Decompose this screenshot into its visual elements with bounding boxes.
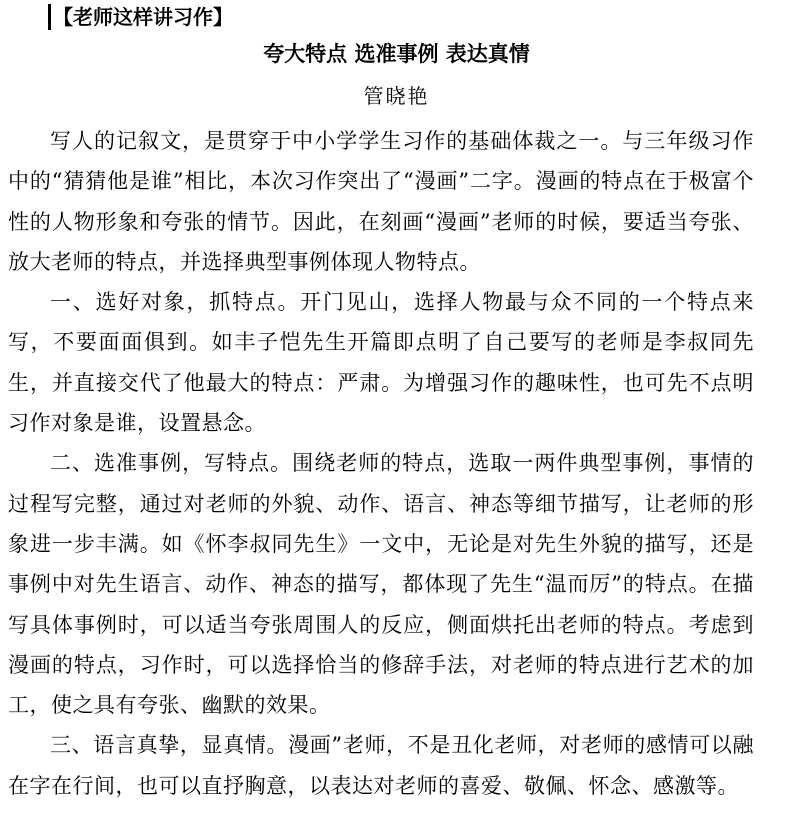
point-one-paragraph: 一、选好对象，抓特点。开门见山，选择人物最与众不同的一个特点来写，不要面面俱到。如丰子恺先生开篇即点明了自己要写的老师是李叔同先生，并直接交代了他最大的特点：严肃。为增强习作的趣味性，也可先不点明习作对象是谁，设置悬念。 [8,290,754,436]
point-three-paragraph: 三、语言真挚，显真情。漫画”老师，不是丑化老师，对老师的感情可以融在字在行间，也可以直抒胸意，以表达对老师的喜爱、敬佩、怀念、感激等。 [8,733,754,798]
section-tag: 【老师这样讲习作】 [48,4,233,30]
article-title: 夸大特点 选准事例 表达真情 [263,42,530,66]
intro-paragraph: 写人的记叙文，是贯穿于中小学学生习作的基础体裁之一。与三年级习作中的“猜猜他是谁”相比，本次习作突出了“漫画”二字。漫画的特点在于极富个性的人物形象和夸张的情节。因此，在刻画“漫画”老师的时候，要适当夸张、放大老师的特点，并选择典型事例体现人物特点。 [8,129,754,274]
point-two-paragraph: 二、选准事例，写特点。围绕老师的特点，选取一两件典型事例，事情的过程写完整，通过对老师的外貌、动作、语言、神态等细节描写，让老师的形象进一步丰满。如《怀李叔同先生》一文中，无论是对先生外貌的描写，还是事例中对先生语言、动作、神态的描写，都体现了先生“温而厉”的特点。在描写具体事例时，可以适当夸张周围人的反应，侧面烘托出老师的特点。考虑到漫画的特点，习作时，可以选择恰当的修辞手法，对老师的特点进行艺术的加工，使之具有夸张、幽默的效果。 [8,451,754,718]
author-name: 管晓艳 [363,84,430,108]
article-body [8,121,754,806]
